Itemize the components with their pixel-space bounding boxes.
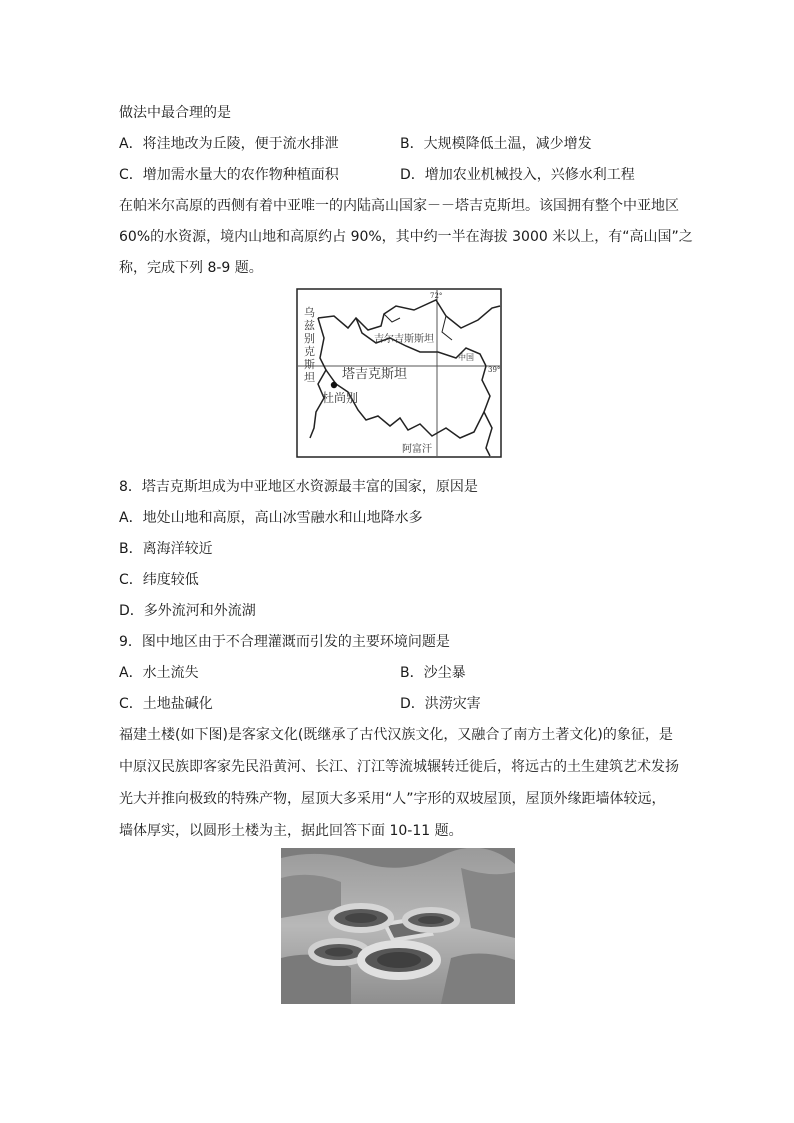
q8-option-b: B．离海洋较近 <box>119 541 213 557</box>
map-label-china: 中国 <box>458 353 474 362</box>
q7-option-c: C．增加需水量大的农作物种植面积 <box>119 167 339 183</box>
map-label-kyrgyzstan: 吉尔吉斯斯坦 <box>374 334 434 345</box>
intro1-line1: 在帕米尔高原的西侧有着中亚唯一的内陆高山国家－－塔吉克斯坦。该国拥有整个中亚地区 <box>119 198 679 214</box>
map-label-uzbek-3: 别 <box>304 332 315 345</box>
map-label-tajikistan: 塔吉克斯坦 <box>342 367 408 382</box>
q7-stem: 做法中最合理的是 <box>119 105 231 121</box>
intro2-line1: 福建土楼(如下图)是客家文化(既继承了古代汉族文化，又融合了南方土著文化)的象征，是 <box>119 727 673 743</box>
tajikistan-map <box>296 288 502 458</box>
q9-option-c: C．土地盐碱化 <box>119 696 213 712</box>
q8-option-d: D．多外流河和外流湖 <box>119 603 256 619</box>
tulou-photo <box>281 848 515 1004</box>
q7-option-b: B．大规模降低土温，减少增发 <box>400 136 592 152</box>
map-label-uzbek-4: 克 <box>304 345 315 358</box>
map-tick-right: 39° <box>488 366 501 374</box>
map-label-uzbek-1: 乌 <box>304 306 315 319</box>
intro2-line3: 光大并推向极致的特殊产物，屋顶大多采用“人”字形的双坡屋顶，屋顶外缘距墙体较远， <box>119 791 666 807</box>
intro1-line3: 称，完成下列 8-9 题。 <box>119 260 263 276</box>
map-label-afghanistan: 阿富汗 <box>402 444 432 455</box>
intro2-line4: 墙体厚实，以圆形土楼为主，据此回答下面 10-11 题。 <box>119 823 463 839</box>
map-label-uzbek-6: 坦 <box>304 371 315 384</box>
dushanbe-dot <box>331 382 337 388</box>
q8-option-a: A．地处山地和高原，高山冰雪融水和山地降水多 <box>119 510 423 526</box>
intro1-line2: 60%的水资源，境内山地和高原约占 90%，其中约一半在海拔 3000 米以上，有“高山国”之 <box>119 229 693 245</box>
q7-option-a: A．将洼地改为丘陵，便于流水排泄 <box>119 136 339 152</box>
q9-option-b: B．沙尘暴 <box>400 665 466 681</box>
q9-option-d: D．洪涝灾害 <box>400 696 481 712</box>
q8-stem: 8．塔吉克斯坦成为中亚地区水资源最丰富的国家，原因是 <box>119 479 478 495</box>
q7-option-d: D．增加农业机械投入，兴修水利工程 <box>400 167 635 183</box>
map-label-uzbek-5: 斯 <box>304 358 315 371</box>
q8-option-c: C．纬度较低 <box>119 572 199 588</box>
map-label-dushanbe: 杜尚别 <box>322 391 359 405</box>
q9-option-a: A．水土流失 <box>119 665 199 681</box>
q9-stem: 9．图中地区由于不合理灌溉而引发的主要环境问题是 <box>119 634 450 650</box>
intro2-line2: 中原汉民族即客家先民沿黄河、长江、汀江等流城辗转迁徙后，将远古的土生建筑艺术发扬 <box>119 759 679 775</box>
map-label-uzbek-2: 兹 <box>304 319 315 332</box>
map-tick-top: 72° <box>430 292 443 300</box>
